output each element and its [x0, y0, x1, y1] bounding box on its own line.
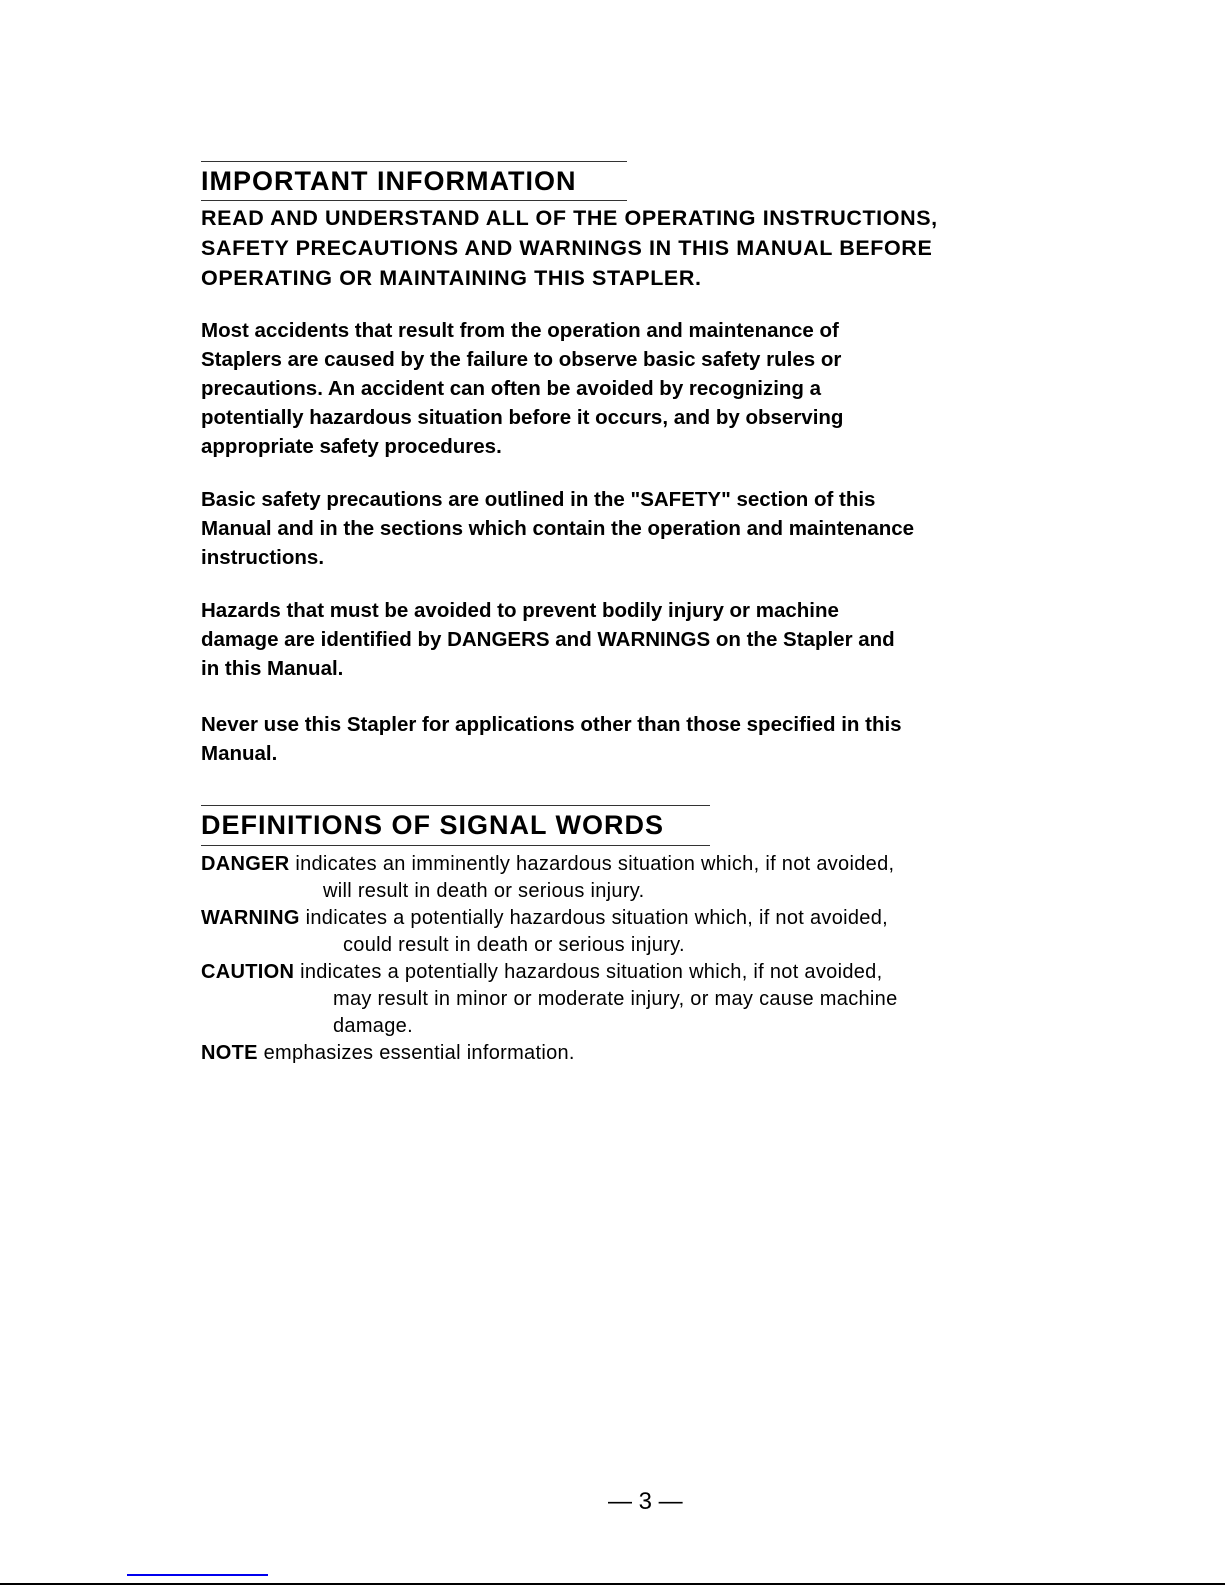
section-title-definitions: DEFINITIONS OF SIGNAL WORDS	[201, 810, 665, 840]
definition-danger	[201, 853, 894, 876]
term-caution: CAUTION	[201, 961, 295, 983]
caps-line: SAFETY PRECAUTIONS AND WARNINGS IN THIS MANUAL BEFORE	[201, 236, 933, 260]
caps-line: OPERATING OR MAINTAINING THIS STAPLER.	[201, 266, 702, 290]
definition-text: damage.	[333, 1015, 413, 1037]
definition-text: could result in death or serious injury.	[343, 934, 685, 956]
paragraph-line: potentially hazardous situation before it occurs, and by observing	[201, 406, 844, 429]
definition-note	[201, 1042, 575, 1065]
definition-warning	[201, 907, 888, 930]
paragraph-line: in this Manual.	[201, 657, 344, 680]
term-danger: DANGER	[201, 853, 290, 875]
paragraph-line: appropriate safety procedures.	[201, 435, 502, 458]
title-rule-bottom	[201, 845, 710, 846]
blue-underline-mark	[127, 1574, 268, 1576]
paragraph-line: instructions.	[201, 546, 325, 569]
paragraph-line: Basic safety precautions are outlined in the "SAFETY" section of this	[201, 488, 876, 511]
definition-caution	[201, 961, 882, 984]
definition-text: emphasizes essential information.	[263, 1042, 575, 1064]
paragraph-line: precautions. An accident can often be avoided by recognizing a	[201, 377, 822, 400]
title-rule-bottom	[201, 200, 627, 201]
section-title-important-information: IMPORTANT INFORMATION	[201, 166, 577, 196]
title-rule-top	[201, 805, 710, 806]
paragraph-line: Most accidents that result from the operation and maintenance of	[201, 319, 839, 342]
term-warning: WARNING	[201, 907, 300, 929]
paragraph-line: Hazards that must be avoided to prevent bodily injury or machine	[201, 599, 839, 622]
caps-line: READ AND UNDERSTAND ALL OF THE OPERATING INSTRUCTIONS,	[201, 206, 938, 230]
paragraph-line: Staplers are caused by the failure to observe basic safety rules or	[201, 348, 842, 371]
paragraph-line: Manual.	[201, 742, 278, 765]
paragraph-line: Manual and in the sections which contain the operation and maintenance	[201, 517, 915, 540]
definition-text: indicates a potentially hazardous situation which, if not avoided,	[300, 961, 883, 983]
definition-text: will result in death or serious injury.	[323, 880, 645, 902]
definition-text: indicates a potentially hazardous situation which, if not avoided,	[305, 907, 888, 929]
paragraph-line: Never use this Stapler for applications other than those specified in this	[201, 713, 902, 736]
title-rule-top	[201, 161, 627, 162]
definition-text: indicates an imminently hazardous situation which, if not avoided,	[295, 853, 895, 875]
paragraph-line: damage are identified by DANGERS and WARNINGS on the Stapler and	[201, 628, 895, 651]
definition-text: may result in minor or moderate injury, or may cause machine	[333, 988, 898, 1010]
page-number: — 3 —	[608, 1488, 683, 1515]
term-note: NOTE	[201, 1042, 258, 1064]
